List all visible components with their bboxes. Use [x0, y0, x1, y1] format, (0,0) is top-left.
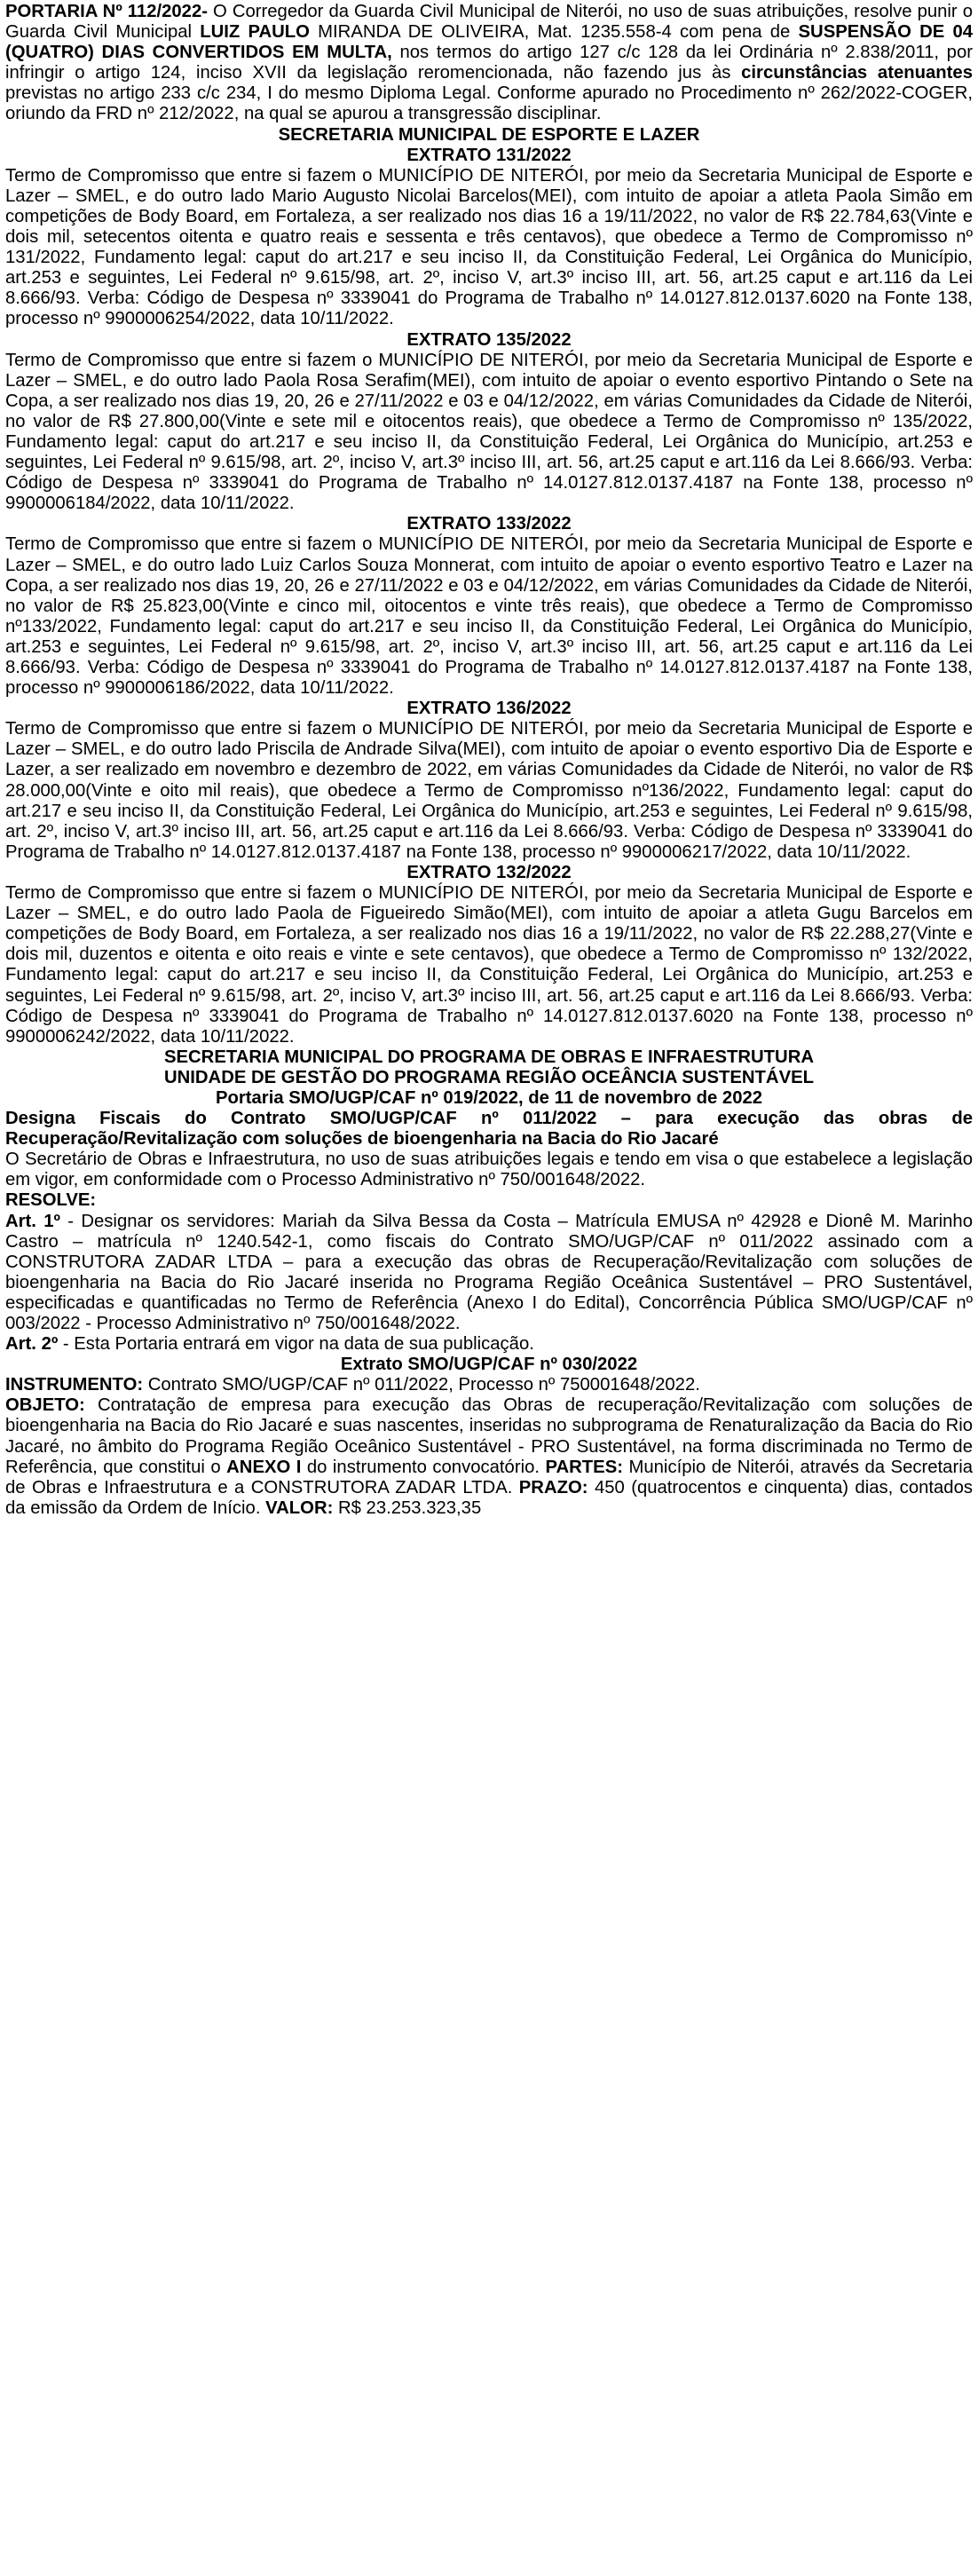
art1-text: - Designar os servidores: Mariah da Silva Bessa da Costa – Matrícula EMUSA nº 42928 e Dionê M. Marinho Castro – matrícula nº 1240.542-1, como fiscais do Contrato SMO/UGP/CAF nº 011/2022 assinado com a CONSTRUTORA ZADAR LTDA – para a execução das obras de Recuperação/Revitalização com soluções de bioengenharia na Bacia do Rio Jacaré inserida no Programa Região Oceânica Sustentável – PRO Sustentável, especificadas e quantificadas no Termo de Referência (Anexo I do Edital), Concorrência Pública SMO/UGP/CAF nº 003/2022 - Processo Administrativo nº 750/001648/2022. [5, 1211, 973, 1333]
portaria-019-art2 [5, 1334, 973, 1355]
portaria-112-circumstances: circunstâncias atenuantes [741, 63, 973, 83]
extrato-text: Termo de Compromisso que entre si fazem o MUNICÍPIO DE NITERÓI, por meio da Secretaria Municipal de Esporte e Lazer – SMEL, e do outro lado Mario Augusto Nicolai Barcelos(MEI), com intuito de apoiar a atleta Paola Simão em competições de Body Board, em Fortaleza, a ser realizado nos dias 16 a 19/11/2022, no valor de R$ 22.784,63(Vinte e dois mil, setecentos oitenta e quatro reais e sessenta e três centavos), que obedece a Termo de Compromisso nº 131/2022, Fundamento legal: caput do art.217 e seu inciso II, da Constituição Federal, Lei Orgânica do Município, art.253 e seguintes, Lei Federal nº 9.615/98, art. 2º, inciso V, art.3º inciso III, art. 56, art.25 caput e art.116 da Lei 8.666/93. Verba: Código de Despesa nº 3339041 do Programa de Trabalho nº 14.0127.812.0137.6020 na Fonte 138, processo nº 9900006254/2022, data 10/11/2022. [5, 165, 973, 329]
portaria-112-text-1: O Corregedor da Guarda Civil Municipal de Niterói, no uso de suas atribuições, resolve punir o Guarda Civil Municipal [5, 2, 973, 43]
smo-heading: SECRETARIA MUNICIPAL DO PROGRAMA DE OBRAS E INFRAESTRUTURA [163, 1047, 814, 1067]
extrato-text: Termo de Compromisso que entre si fazem o MUNICÍPIO DE NITERÓI, por meio da Secretaria Municipal de Esporte e Lazer – SMEL, e do outro lado Priscila de Andrade Silva(MEI), com intuito de apoiar o evento esportivo Dia de Esporte e Lazer, a ser realizado em novembro e dezembro de 2022, em várias Comunidades da Cidade de Niterói, no valor de R$ 28.000,00(Vinte e oito mil reais), que obedece a Termo de Compromisso nº136/2022, Fundamento legal: caput do art.217 e seu inciso II, da Constituição Federal, Lei Orgânica do Município, art.253 e seguintes, Lei Federal nº 9.615/98, art. 2º, inciso V, art.3º inciso III, art. 56, art.25 caput e art.116 da Lei 8.666/93. Verba: Código de Despesa nº 3339041 do Programa de Trabalho nº 14.0127.812.0137.4187 na Fonte 138, processo nº 9900006217/2022, data 10/11/2022. [5, 719, 973, 862]
art1-label: Art. 1º [5, 1211, 60, 1231]
portaria-112-number: PORTARIA Nº 112/2022- [5, 2, 208, 21]
portaria-019-title: Portaria SMO/UGP/CAF nº 019/2022, de 11 de novembro de 2022 [215, 1087, 763, 1108]
portaria-112-text-2: MIRANDA DE OLIVEIRA, Mat. 1235.558-4 com pena de [309, 22, 799, 43]
instrumento-label: INSTRUMENTO: [5, 1375, 144, 1395]
extrato-text: Termo de Compromisso que entre si fazem o MUNICÍPIO DE NITERÓI, por meio da Secretaria Municipal de Esporte e Lazer – SMEL, e do outro lado Paola Rosa Serafim(MEI), com intuito de apoiar o evento esportivo Pintando o Sete na Copa, a ser realizado nos dias 19, 20, 26 e 27/11/2022 e 03 e 04/12/2022, em várias Comunidades da Cidade de Niterói, no valor de R$ 27.800,00(Vinte e sete mil e oitocentos reais), que obedece a Termo de Compromisso nº 135/2022, Fundamento legal: caput do art.217 e seu inciso II, da Constituição Federal, Lei Orgânica do Município, art.253 e seguintes, Lei Federal nº 9.615/98, art. 2º, inciso V, art.3º inciso III, art. 56, art.25 caput e art.116 da Lei 8.666/93. Verba: Código de Despesa nº 3339041 do Programa de Trabalho nº 14.0127.812.0137.4187 na Fonte 138, processo nº 9900006184/2022, data 10/11/2022. [5, 350, 973, 514]
extrato-text: Termo de Compromisso que entre si fazem o MUNICÍPIO DE NITERÓI, por meio da Secretaria Municipal de Esporte e Lazer – SMEL, e do outro lado Paola de Figueiredo Simão(MEI), com intuito de apoiar a atleta Gugu Barcelos em competições de Body Board, em Fortaleza, a ser realizado nos dias 16 a 19/11/2022, no valor de R$ 22.288,27(Vinte e dois mil, duzentos e oitenta e oito reais e vinte e sete centavos), que obedece a Termo de Compromisso nº 132/2022, Fundamento legal: caput do art.217 e seu inciso II, da Constituição Federal, Lei Orgânica do Município, art.253 e seguintes, Lei Federal nº 9.615/98, art. 2º, inciso V, art.3º inciso III, art. 56, art.25 caput e art.116 da Lei 8.666/93. Verba: Código de Despesa nº 3339041 do Programa de Trabalho nº 14.0127.812.0137.6020 na Fonte 138, processo nº 9900006242/2022, data 10/11/2022. [5, 883, 973, 1047]
objeto-label: OBJETO: [5, 1395, 85, 1416]
extrato-title: EXTRATO 132/2022 [406, 862, 572, 882]
instrumento-text: Contrato SMO/UGP/CAF nº 011/2022, Processo nº 750001648/2022. [143, 1375, 700, 1395]
smel-heading: SECRETARIA MUNICIPAL DE ESPORTE E LAZER [278, 124, 700, 145]
art2-text: - Esta Portaria entrará em vigor na data de sua publicação. [58, 1334, 534, 1355]
extrato-text: Termo de Compromisso que entre si fazem o MUNICÍPIO DE NITERÓI, por meio da Secretaria Municipal de Esporte e Lazer – SMEL, e do outro lado Luiz Carlos Souza Monnerat, com intuito de apoiar o evento esportivo Teatro e Lazer na Copa, a ser realizado nos dias 19, 20, 26 e 27/11/2022 e 03 e 04/12/2022, em várias Comunidades da Cidade de Niterói, no valor de R$ 25.823,00(Vinte e cinco mil, oitocentos e vinte três reais), que obedece a Termo de Compromisso nº133/2022, Fundamento legal: caput do art.217 e seu inciso II, da Constituição Federal, Lei Orgânica do Município, art.253 e seguintes, Lei Federal nº 9.615/98, art. 2º, inciso V, art.3º inciso III, art. 56, art.25 caput e art.116 da Lei 8.666/93. Verba: Código de Despesa nº 3339041 do Programa de Trabalho nº 14.0127.812.0137.4187 na Fonte 138, processo nº 9900006186/2022, data 10/11/2022. [5, 534, 973, 699]
extrato-030-instrumento [5, 1375, 973, 1395]
extrato-title: EXTRATO 136/2022 [406, 699, 572, 719]
valor-text: R$ 23.253.323,35 [333, 1497, 482, 1518]
partes-text: Município de Niterói, através da Secretaria de Obras e Infraestrutura e a CONSTRUTORA ZADAR LTDA. [5, 1457, 973, 1497]
prazo-text: 450 (quatrocentos e cinquenta) dias, contados da emissão da Ordem de Início. [5, 1477, 973, 1518]
smo-unit-heading: UNIDADE DE GESTÃO DO PROGRAMA REGIÃO OCEÂNCIA SUSTENTÁVEL [163, 1067, 815, 1087]
extrato-030-objeto [5, 1395, 973, 1519]
portaria-112-text-4: previstas no artigo 233 c/c 234, I do mesmo Diploma Legal. Conforme apurado no Procedimento nº 262/2022-COGER, oriundo da FRD nº 212/2022, na qual se apurou a transgressão disciplinar. [5, 83, 973, 124]
portaria-112-text-3: nos termos do artigo 127 c/c 128 da lei Ordinária nº 2.838/2011, por infringir o artigo 124, inciso XVII da legislação reromencionada, não fazendo jus às [5, 43, 973, 83]
portaria-112-name-bold: LUIZ PAULO [200, 22, 310, 43]
portaria-019-resolve [5, 1190, 973, 1211]
extrato-title: EXTRATO 135/2022 [406, 329, 572, 350]
portaria-019-art1 [5, 1212, 973, 1335]
anexo-label: ANEXO I [226, 1457, 302, 1477]
portaria-019-intro: O Secretário de Obras e Infraestrutura, no uso de suas atribuições legais e tendo em visa o que estabelece a legislação em vigor, em conformidade com o Processo Administrativo nº 750/001648/2022. [5, 1150, 973, 1190]
portaria-019-designa-bold: Designa Fiscais do Contrato SMO/UGP/CAF nº 011/2022 – para execução das obras de Recuperação/Revitalização com soluções de bioengenharia na Bacia do Rio Jacaré [5, 1109, 973, 1150]
art2-label: Art. 2º [5, 1334, 59, 1355]
portaria-112-penalty: SUSPENSÃO DE 04 (QUATRO) DIAS CONVERTIDOS EM MULTA, [5, 22, 974, 63]
portaria-112 [5, 2, 973, 125]
valor-label: VALOR: [265, 1497, 334, 1518]
objeto-text-2: do instrumento convocatório. [301, 1457, 546, 1477]
objeto-text-1: Contratação de empresa para execução das Obras de recuperação/Revitalização com soluções de bioengenharia na Bacia do Rio Jacaré e suas nascentes, inseridas no subprograma de Renaturalização da Bacia do Rio Jacaré, no âmbito do Programa Região Oceânico Sustentável - PRO Sustentável, na forma discriminada no Termo de Referência, que constitui o [5, 1395, 973, 1477]
resolve-label: RESOLVE: [5, 1190, 97, 1211]
prazo-label: PRAZO: [518, 1477, 588, 1497]
extrato-title: EXTRATO 133/2022 [406, 514, 572, 534]
extrato-title: EXTRATO 131/2022 [406, 145, 572, 165]
portaria-019-designa [5, 1109, 973, 1150]
partes-label: PARTES: [545, 1457, 623, 1477]
extrato-030-title: Extrato SMO/UGP/CAF nº 030/2022 [340, 1355, 638, 1375]
